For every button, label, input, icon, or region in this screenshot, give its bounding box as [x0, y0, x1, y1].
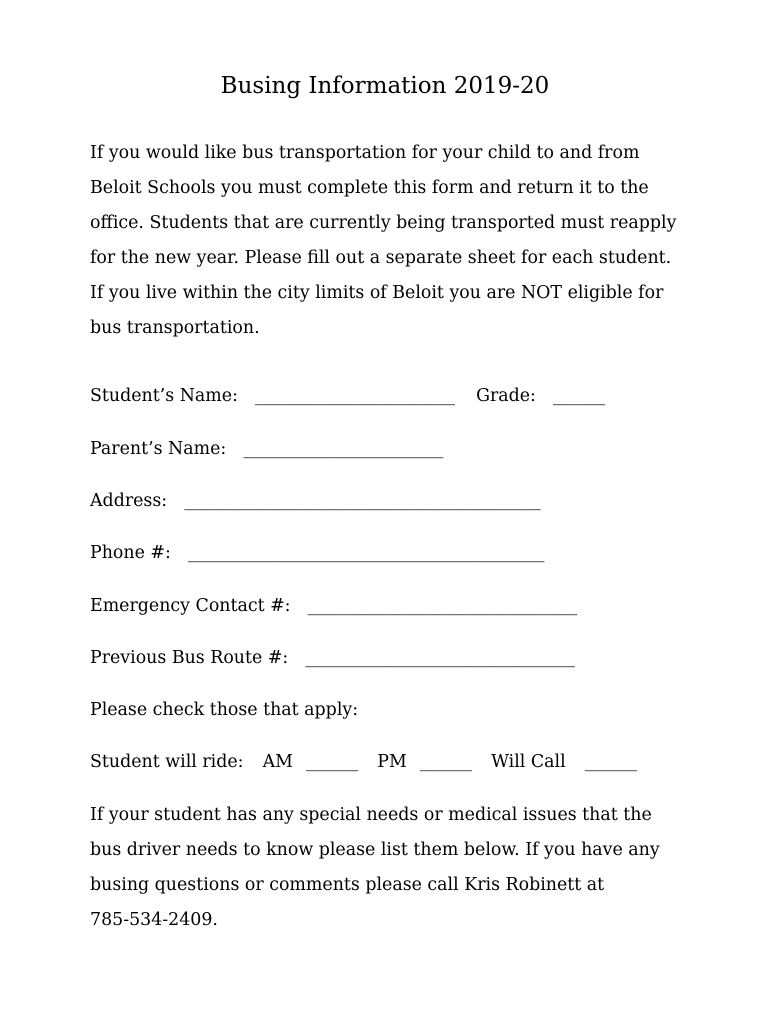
am-label: AM [262, 752, 293, 772]
closing-line: If your student has any special needs or medical issues that the [90, 805, 652, 825]
previous-route-field[interactable]: _______________________________ [305, 648, 575, 668]
address-field[interactable]: _________________________________________ [184, 491, 541, 511]
parent-name-label: Parent’s Name: [90, 439, 227, 459]
closing-line: busing questions or comments please call Kris Robinett at [90, 875, 605, 895]
intro-paragraph [90, 136, 690, 346]
address-label: Address: [90, 491, 168, 511]
emergency-contact-field[interactable]: _______________________________ [307, 596, 578, 616]
closing-paragraph [90, 798, 690, 938]
previous-route-row [90, 646, 575, 670]
am-field[interactable]: ______ [306, 752, 359, 772]
emergency-contact-row [90, 594, 577, 618]
student-name-field[interactable]: _______________________ [255, 386, 455, 406]
previous-route-label: Previous Bus Route #: [90, 648, 289, 668]
phone-label: Phone #: [90, 543, 171, 563]
closing-line: bus driver needs to know please list them below. If you have any [90, 840, 660, 860]
emergency-contact-label: Emergency Contact #: [90, 596, 291, 616]
parent-name-field[interactable]: _______________________ [243, 439, 444, 459]
student-name-row [90, 384, 605, 408]
phone-row [90, 541, 544, 565]
ride-label: Student will ride: [90, 752, 244, 772]
intro-line: Beloit Schools you must complete this form and return it to the [90, 178, 649, 198]
page-title: Busing Information 2019-20 [220, 73, 550, 99]
grade-label: Grade: [476, 386, 536, 406]
pm-label: PM [377, 752, 407, 772]
will-call-label: Will Call [491, 752, 566, 772]
intro-line: If you would like bus transportation for your child to and from [90, 143, 640, 163]
intro-line: office. Students that are currently being transported must reapply [90, 213, 677, 233]
will-call-field[interactable]: ______ [584, 752, 637, 772]
student-name-label: Student’s Name: [90, 386, 238, 406]
check-instruction: Please check those that apply: [90, 700, 359, 720]
intro-line: bus transportation. [90, 318, 260, 338]
intro-line: If you live within the city limits of Beloit you are NOT eligible for [90, 283, 664, 303]
pm-field[interactable]: ______ [419, 752, 472, 772]
address-row [90, 489, 541, 513]
parent-name-row [90, 437, 443, 461]
ride-row [90, 750, 637, 774]
grade-field[interactable]: ______ [552, 386, 606, 406]
phone-field[interactable]: _________________________________________ [187, 543, 545, 563]
contact-phone: 785-534-2409. [90, 910, 218, 930]
intro-line: for the new year. Please fill out a separate sheet for each student. [90, 248, 672, 268]
